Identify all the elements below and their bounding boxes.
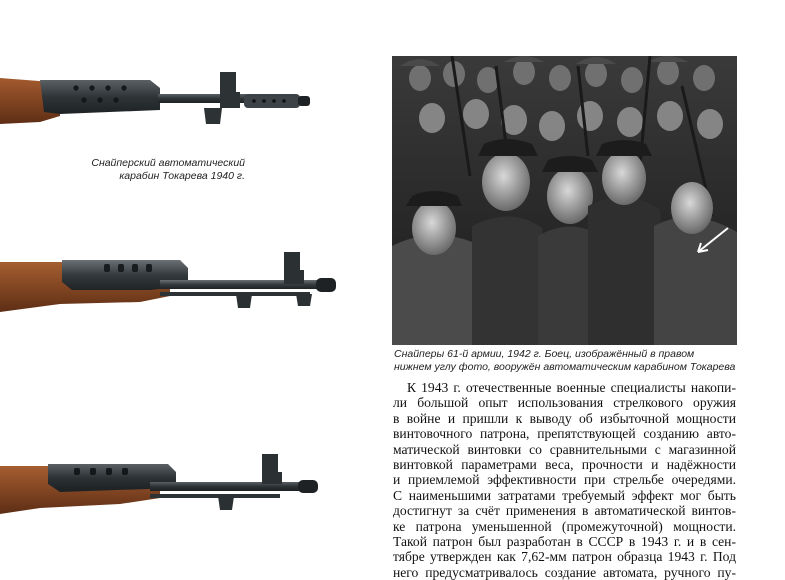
rifle-1-caption [60,157,245,183]
body-line: матической винтовки со сравнительными с магазинной [393,441,736,457]
rifle-photo-1 [0,66,320,130]
body-line: и приемлемой эффективности при стрельбе очередями. [393,472,736,488]
rifle-photo-2 [0,246,345,318]
body-paragraph [393,380,736,580]
body-line: К 1943 г. отечественные военные специалисты накопи- [407,380,736,395]
body-line: винтовкой параметрами веса, прочности и надёжности [393,457,736,473]
rifle-1-caption-line-1: Снайперский автоматический [91,157,245,169]
photo-caption-line-1: Снайперы 61-й армии, 1942 г. Боец, изображённый в правом [394,348,695,360]
photo-caption [394,348,739,374]
body-line: Такой патрон был разработан в СССР в 1943 г. и в сен- [393,534,736,550]
body-line: достигнут за счёт применения в автоматической винтов- [393,503,736,519]
body-line: ке патрона уменьшенной (промежуточной) мощности. [393,518,736,534]
body-line: ли большой опыт использования стрелкового оружия [393,395,736,411]
body-line: винтовочного патрона, препятствующей созданию авто- [393,426,736,442]
body-line: тябре утвержден как 7,62-мм патрон образца 1943 г. Под [393,549,736,565]
rifle-photo-3 [0,452,325,516]
body-line: него предусматривалось создание автомата, ручного пу- [393,564,736,580]
body-line: в войне и пришли к выводу об избыточной мощности [393,410,736,426]
body-line: С наименьшими затратами требуемый эффект мог быть [393,487,736,503]
soldiers-photograph [392,56,737,345]
rifle-1-caption-line-2: карабин Токарева 1940 г. [119,170,245,182]
photo-caption-line-2: нижнем углу фото, вооружён автоматическим карабином Токарева [394,361,736,373]
